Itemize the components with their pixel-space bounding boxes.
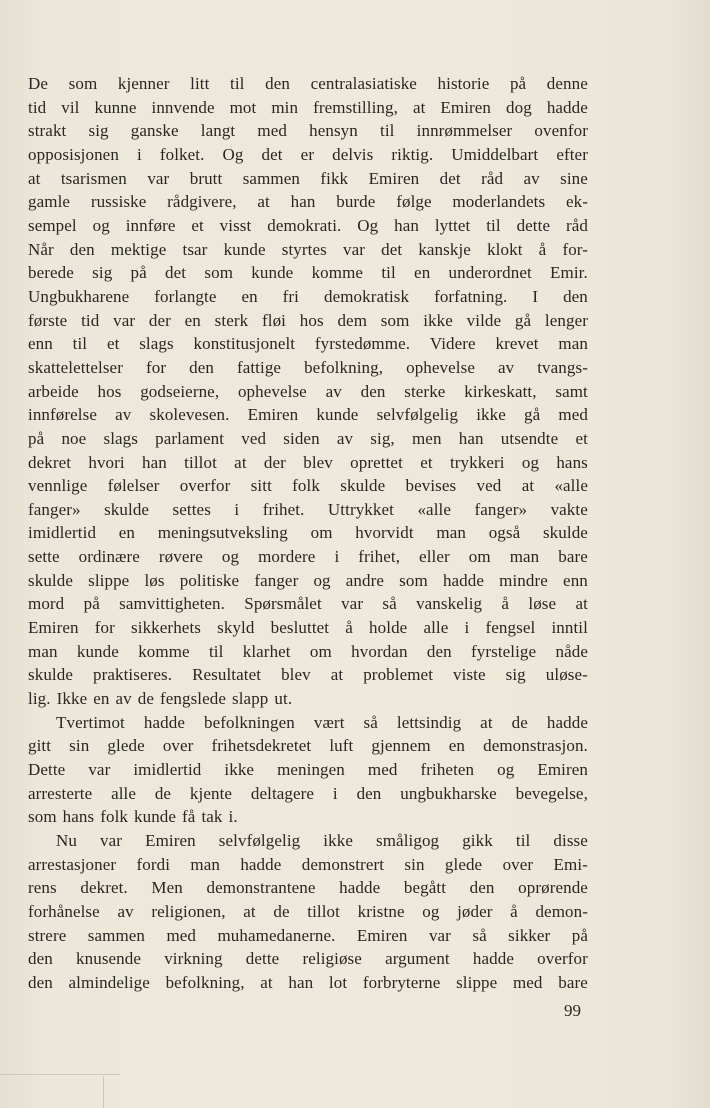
text-line: De som kjenner litt til den centralasiatiske historie på denne [28,74,588,93]
text-line: imidlertid en meningsutveksling om hvorvidt man også skulde [28,523,588,543]
text-line: arresterte alle de kjente deltagere i den ungbukharske bevegelse, [28,783,588,803]
text-line: Emiren for sikkerhets skyld besluttet å holde alle i fengsel inntil [28,618,588,638]
text-line: dekret hvori han tillot at der blev oprettet et trykkeri og hans [28,452,588,472]
text-line: sempel og innføre et visst demokrati. Og han lyttet til dette råd [28,215,588,235]
text-line: rens dekret. Men demonstrantene hadde begått den oprørende [28,878,588,898]
text-line: den almindelige befolkning, at han lot forbryterne slippe med bare [28,972,588,992]
scan-edge-line [0,1074,120,1075]
text-line: vennlige følelser overfor sitt folk skulde bevises ved at «alle [28,476,588,496]
body-text [28,72,588,995]
text-line: Dette var imidlertid ikke meningen med friheten og Emiren [28,760,588,780]
text-line: arrestasjoner fordi man hadde demonstrert sin glede over Emi- [28,854,588,874]
text-line: man kunde komme til klarhet om hvordan den fyrstelige nåde [28,641,588,661]
text-line: opposisjonen i folket. Og det er delvis riktig. Umiddelbart efter [28,144,588,164]
text-line: gamle russiske rådgivere, at han burde følge moderlandets ek- [28,192,588,212]
text-line: strere sammen med muhamedanerne. Emiren var så sikker på [28,925,588,945]
text-line: berede sig på det som kunde komme til en underordnet Emir. [28,263,588,283]
text-line: den knusende virkning dette religiøse argument hadde overfor [28,949,588,969]
text-line: Nu var Emiren selvfølgelig ikke småligog gikk til disse [56,831,588,850]
text-line: Tvertimot hadde befolkningen vært så lettsindig at de hadde [56,712,588,732]
text-line: som hans folk kunde få tak i. [28,807,238,827]
text-line: Ungbukharene forlangte en fri demokratisk forfatning. I den [28,286,588,306]
text-line: arbeide hos godseierne, ophevelse av den sterke kirkeskatt, samt [28,381,588,401]
text-line: lig. Ikke en av de fengslede slapp ut. [28,689,293,709]
scan-edge-line-vertical [103,1076,104,1108]
text-line: innførelse av skolevesen. Emiren kunde selvfølgelig ikke gå med [28,405,588,425]
text-line: mord på samvittigheten. Spørsmålet var så vanskelig å løse at [28,594,588,614]
text-line: Når den mektige tsar kunde styrtes var det kanskje klokt å for- [28,239,588,259]
text-line: skattelettelser for den fattige befolkning, ophevelse av tvangs- [28,357,588,377]
text-line: skulde slippe løs politiske fanger og andre som hadde mindre enn [28,570,588,590]
page-number: 99 [564,1001,581,1020]
text-line: forhånelse av religionen, at de tillot kristne og jøder å demon- [28,901,588,921]
text-line: at tsarismen var brutt sammen fikk Emiren det råd av sine [28,168,588,188]
text-line: enn til et slags konstitusjonelt fyrstedømme. Videre krevet man [28,334,588,354]
text-line: strakt sig ganske langt med hensyn til innrømmelser ovenfor [28,121,588,141]
text-line: gitt sin glede over frihetsdekretet luft gjennem en demonstrasjon. [28,736,588,756]
text-line: på noe slags parlament ved siden av sig, men han utsendte et [28,428,588,448]
text-line: skulde praktiseres. Resultatet blev at problemet viste sig uløse- [28,665,588,685]
text-line: tid vil kunne innvende mot min fremstilling, at Emiren dog hadde [28,97,588,117]
text-line: sette ordinære røvere og mordere i frihet, eller om man bare [28,547,588,567]
text-line: fanger» skulde settes i frihet. Uttrykket «alle fanger» vakte [28,499,588,519]
text-line: første tid var der en sterk fløi hos dem som ikke vilde gå lenger [28,310,588,330]
